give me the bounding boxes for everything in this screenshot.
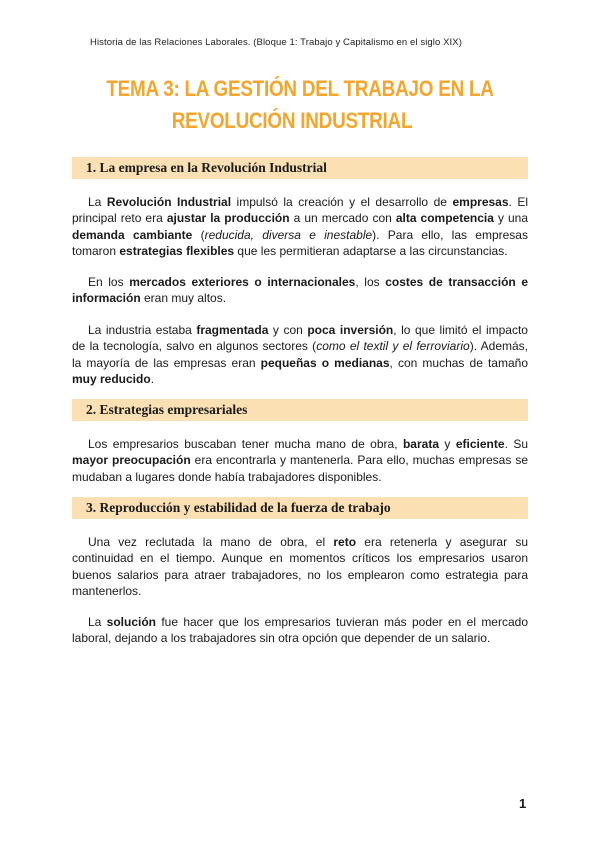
text-run: En los [88, 275, 130, 289]
text-run: . [150, 371, 155, 386]
bold-text: mayor preocupación [72, 453, 191, 468]
bold-text: demanda cambiante [72, 227, 193, 242]
italic-text: reducida, diversa e inestable [204, 227, 373, 242]
bold-text: barata [402, 437, 439, 451]
text-run: y [439, 437, 456, 451]
bold-text: Revolución Industrial [106, 195, 232, 209]
paragraph [72, 614, 528, 647]
bold-text: reto [333, 535, 357, 549]
paragraph [72, 436, 528, 485]
bold-text: fragmentada [196, 323, 269, 337]
section-heading-3: 3. Reproducción y estabilidad de la fuerza de trabajo [72, 497, 528, 519]
section-heading-1: 1. La empresa en la Revolución Industrial [72, 157, 528, 179]
italic-text: como el textil y el ferroviario [316, 339, 470, 354]
bold-text: ajustar la producción [166, 211, 290, 226]
running-header: Historia de las Relaciones Laborales. (Bloque 1: Trabajo y Capitalismo en el siglo XIX) [90, 37, 462, 48]
text-run: a un mercado con [289, 211, 396, 226]
text-run: , lo que limitó el impacto de la tecnología, salvo en algunos sectores ( [72, 323, 528, 354]
paragraph [72, 322, 528, 387]
text-run: ). Además, la mayoría de las empresas eran [72, 339, 529, 370]
text-run: La [88, 195, 107, 209]
text-run: Los empresarios buscaban tener mucha mano de obra, [88, 437, 403, 451]
text-run: eran muy altos. [140, 291, 227, 306]
text-run: . El principal reto era [72, 195, 529, 226]
bold-text: poca inversión [307, 323, 394, 337]
text-run: La industria estaba [88, 323, 197, 337]
paragraph [72, 194, 528, 259]
text-run: , los [355, 275, 386, 289]
bold-text: pequeñas o medianas [260, 355, 390, 370]
bold-text: muy reducido [72, 371, 151, 386]
text-run: ). Para ello, las empresas tomaron [72, 227, 528, 258]
bold-text: costes de transacción e información [72, 275, 529, 306]
paragraph [72, 274, 528, 307]
bold-text: solución [106, 615, 157, 629]
text-run: y con [268, 323, 308, 337]
text-run: y una [493, 211, 528, 226]
text-run: . Su [504, 437, 529, 451]
document-title-line2: REVOLUCIÓN INDUSTRIAL [171, 108, 413, 133]
bold-text: alta competencia [395, 211, 494, 226]
paragraph [72, 534, 528, 599]
text-run: Una vez reclutada la mano de obra, el [88, 535, 334, 549]
bold-text: mercados exteriores o internacionales [129, 275, 356, 289]
text-run: era retenerla y asegurar su continuidad en el tiempo. Aunque en momentos críticos los empresarios usaron buenos salarios para atraer trabajadores, no los emplearon como estrategia para mantenerlos. [72, 535, 528, 598]
bold-text: empresas [452, 195, 509, 209]
text-run: era encontrarla y mantenerla. Para ello, muchas empresas se mudaban a lugares donde había trabajadores disponibles. [72, 453, 529, 484]
text-run: fue hacer que los empresarios tuvieran más poder en el mercado laboral, dejando a los trabajadores sin otra opción que depender de un salario. [72, 615, 529, 646]
document-title-line1: TEMA 3: LA GESTIÓN DEL TRABAJO EN LA [106, 76, 494, 101]
text-run: , con muchas de tamaño [389, 355, 528, 370]
section-heading-2: 2. Estrategias empresariales [72, 399, 528, 421]
text-run: La [88, 615, 107, 629]
text-run: impulsó la creación y el desarrollo de [231, 195, 453, 209]
bold-text: eficiente [455, 437, 505, 451]
page-number: 1 [519, 796, 527, 811]
text-run: que les permitieran adaptarse a las circunstancias. [234, 243, 508, 258]
text-run: ( [192, 227, 205, 242]
bold-text: estrategias flexibles [119, 243, 235, 258]
